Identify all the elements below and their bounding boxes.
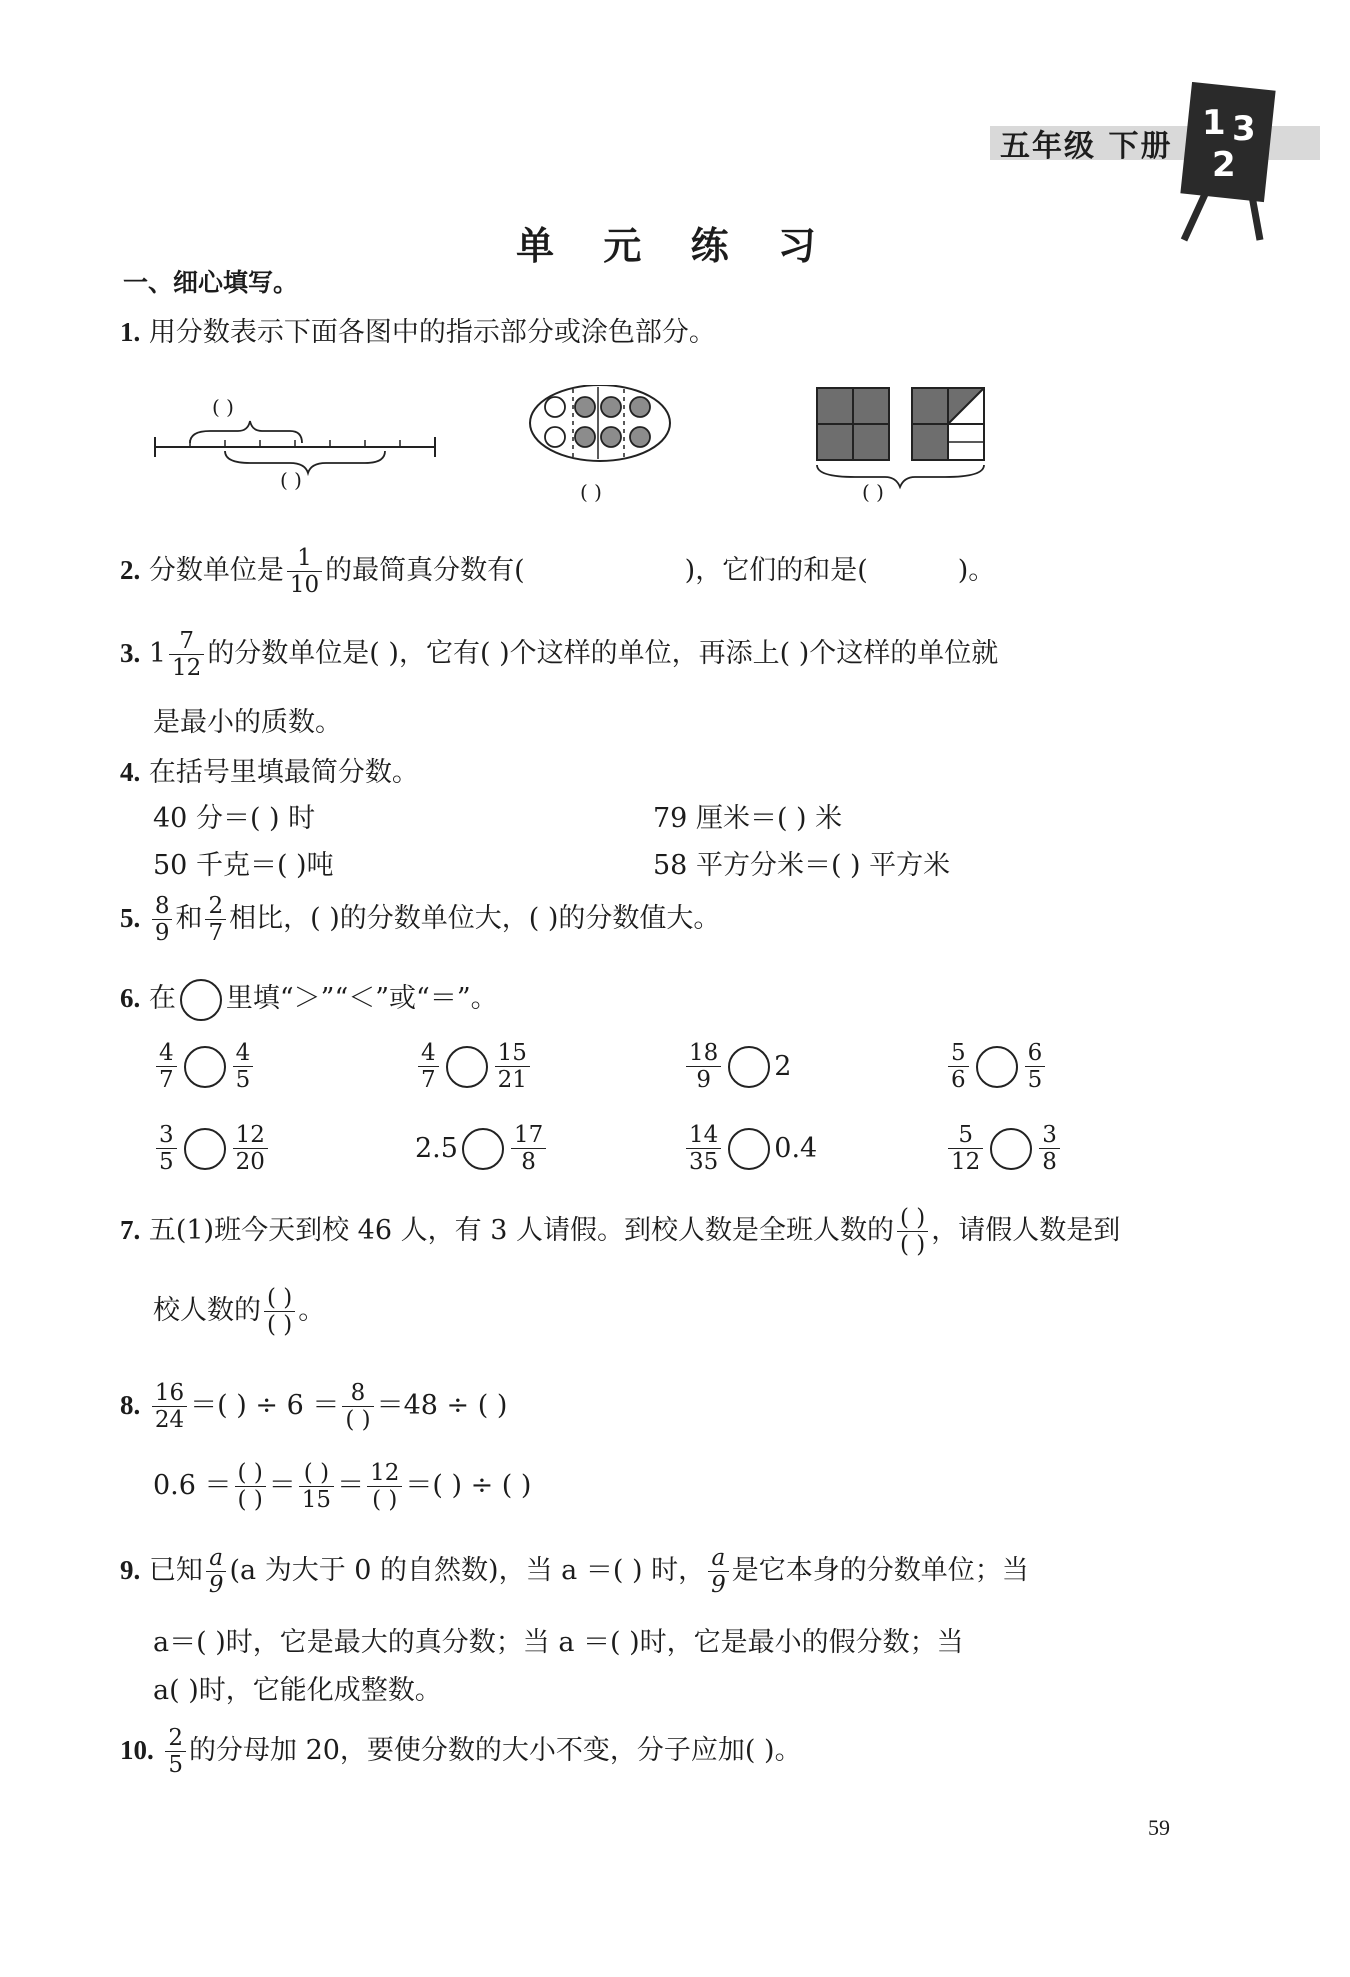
badge-digit-2: 3 [1232, 109, 1256, 149]
question-number: 3. [120, 638, 141, 668]
oval-dots-figure [530, 385, 670, 461]
compare-circle[interactable] [990, 1128, 1032, 1170]
compare-circle[interactable] [462, 1128, 504, 1170]
section-heading: 一、细心填写。 [123, 268, 299, 297]
compare-circle[interactable] [180, 979, 222, 1021]
question-text: 0.6 ＝ [153, 1470, 232, 1501]
question-text: 校人数的 [153, 1295, 261, 1326]
conversion-item: 58 平方分米＝( ) 平方米 [653, 850, 951, 881]
fraction: $\frac{1}{10}$ [287, 545, 322, 598]
answer-fraction[interactable]: ( ) ( ) [264, 1285, 295, 1338]
compare-item: $\frac{5}{6}$ $\frac{6}{5}$ [945, 1040, 1048, 1093]
compare-item: 2.5 $\frac{17}{8}$ [415, 1122, 549, 1175]
question-4 [120, 750, 419, 789]
fraction: $\frac{8}{9}$ [152, 893, 173, 946]
fraction: $\frac{2}{7}$ [205, 893, 226, 946]
page-number: 59 [1148, 1815, 1170, 1840]
question-5 [120, 893, 720, 946]
question-text: 已知 [148, 1555, 203, 1586]
question-number: 10. [120, 1735, 154, 1765]
answer-paren[interactable]: ( ) [280, 468, 302, 492]
whole-number: 1 [148, 638, 167, 669]
question-text: ＝( ) ÷ 6 ＝ [190, 1390, 340, 1421]
question-text: ，请假人数是到 [931, 1215, 1121, 1246]
question-7 [120, 1205, 1120, 1258]
question-text: 的分母加 20，要使分数的大小不变，分子应加( )。 [188, 1735, 802, 1766]
conversion-item: 40 分＝( ) 时 [153, 803, 316, 834]
grade-label: 五年级 下册 [1000, 129, 1173, 164]
question-text: 里填“＞”“＜”或“＝”。 [225, 983, 498, 1014]
question-2 [120, 545, 995, 598]
question-9 [120, 1545, 1029, 1598]
question-8 [120, 1380, 507, 1433]
answer-fraction[interactable]: ( ) ( ) [897, 1205, 928, 1258]
question-10 [120, 1725, 802, 1778]
fraction: $\frac{16}{24}$ [152, 1380, 187, 1433]
question-7-line2 [153, 1285, 325, 1338]
answer-paren[interactable]: ( ) [862, 480, 884, 504]
question-6 [120, 976, 498, 1021]
question-1 [120, 310, 716, 349]
question-text: 是最小的质数。 [153, 707, 342, 738]
question-number: 7. [120, 1215, 141, 1245]
question-text: 和 [175, 903, 203, 934]
question-text: 相比，( )的分数单位大，( )的分数值大。 [229, 903, 721, 934]
question-text: (a 为大于 0 的自然数)，当 a ＝( ) 时， [229, 1555, 706, 1586]
compare-item: $\frac{5}{12}$ $\frac{3}{8}$ [945, 1122, 1063, 1175]
question-text: 是它本身的分数单位；当 [731, 1555, 1029, 1586]
question-text: ＝( ) ÷ ( ) [405, 1470, 532, 1501]
fraction: $\frac{2}{5}$ [165, 1725, 186, 1778]
conversion-item: 50 千克＝( )吨 [153, 850, 334, 881]
compare-item: $\frac{4}{7}$ $\frac{15}{21}$ [415, 1040, 533, 1093]
question-text: 的分数单位是( )，它有( )个这样的单位，再添上( )个这样的单位就 [207, 638, 999, 669]
question-8-line2: 0.6 ＝ ( ) ( ) ＝ ( ) 15 ＝ 12 ( ) ＝( ) ÷ ( ) [153, 1460, 532, 1513]
question-text: 五(1)班今天到校 46 人，有 3 人请假。到校人数是全班人数的 [148, 1215, 894, 1246]
compare-item: $\frac{3}{5}$ $\frac{12}{20}$ [153, 1122, 271, 1175]
compare-circle[interactable] [184, 1128, 226, 1170]
compare-circle[interactable] [446, 1046, 488, 1088]
question-number: 9. [120, 1555, 141, 1585]
compare-circle[interactable] [728, 1128, 770, 1170]
question-number: 2. [120, 555, 141, 585]
question-text: )。 [957, 555, 996, 586]
question-text: 在 [148, 983, 176, 1014]
question-number: 6. [120, 983, 141, 1013]
answer-paren[interactable]: ( ) [212, 395, 234, 419]
fraction: $\frac{a}{9}$ [206, 1545, 227, 1598]
question-3 [120, 628, 998, 681]
conversion-item: 79 厘米＝( ) 米 [653, 803, 843, 834]
compare-item: $\frac{4}{7}$ $\frac{4}{5}$ [153, 1040, 256, 1093]
number-line-figure [155, 421, 435, 473]
question-text: )，它们的和是( [684, 555, 868, 586]
question-text: a＝( )时，它是最大的真分数；当 a ＝( )时，它是最小的假分数；当 [153, 1627, 964, 1658]
compare-item: $\frac{14}{35}$ 0.4 [683, 1122, 817, 1175]
answer-paren[interactable]: ( ) [580, 480, 602, 504]
answer-fraction[interactable]: 8 ( ) [342, 1380, 373, 1433]
question-text: 用分数表示下面各图中的指示部分或涂色部分。 [148, 317, 716, 348]
question-text: ＝48 ÷ ( ) [376, 1390, 508, 1421]
answer-fraction[interactable]: ( ) ( ) [235, 1460, 266, 1513]
squares-figure [817, 388, 984, 487]
question-text: 的最简真分数有( [325, 555, 525, 586]
compare-item: $\frac{18}{9}$ 2 [683, 1040, 791, 1093]
question-text: 在括号里填最简分数。 [148, 757, 419, 788]
question-text: 。 [298, 1295, 326, 1326]
question-text: 分数单位是 [148, 555, 284, 586]
fraction: $\frac{7}{12}$ [169, 628, 204, 681]
fraction: $\frac{a}{9}$ [708, 1545, 729, 1598]
question-text: a( )时，它能化成整数。 [153, 1675, 442, 1706]
compare-circle[interactable] [184, 1046, 226, 1088]
question-number: 8. [120, 1390, 141, 1420]
question-number: 4. [120, 757, 141, 787]
question-number: 1. [120, 317, 141, 347]
answer-fraction[interactable]: 12 ( ) [367, 1460, 402, 1513]
compare-circle[interactable] [976, 1046, 1018, 1088]
page-title: 单 元 练 习 [516, 224, 834, 268]
question-number: 5. [120, 903, 141, 933]
badge-digit-1: 1 [1202, 103, 1226, 143]
answer-fraction[interactable]: ( ) 15 [299, 1460, 334, 1513]
badge-digit-3: 2 [1212, 145, 1236, 185]
compare-circle[interactable] [728, 1046, 770, 1088]
